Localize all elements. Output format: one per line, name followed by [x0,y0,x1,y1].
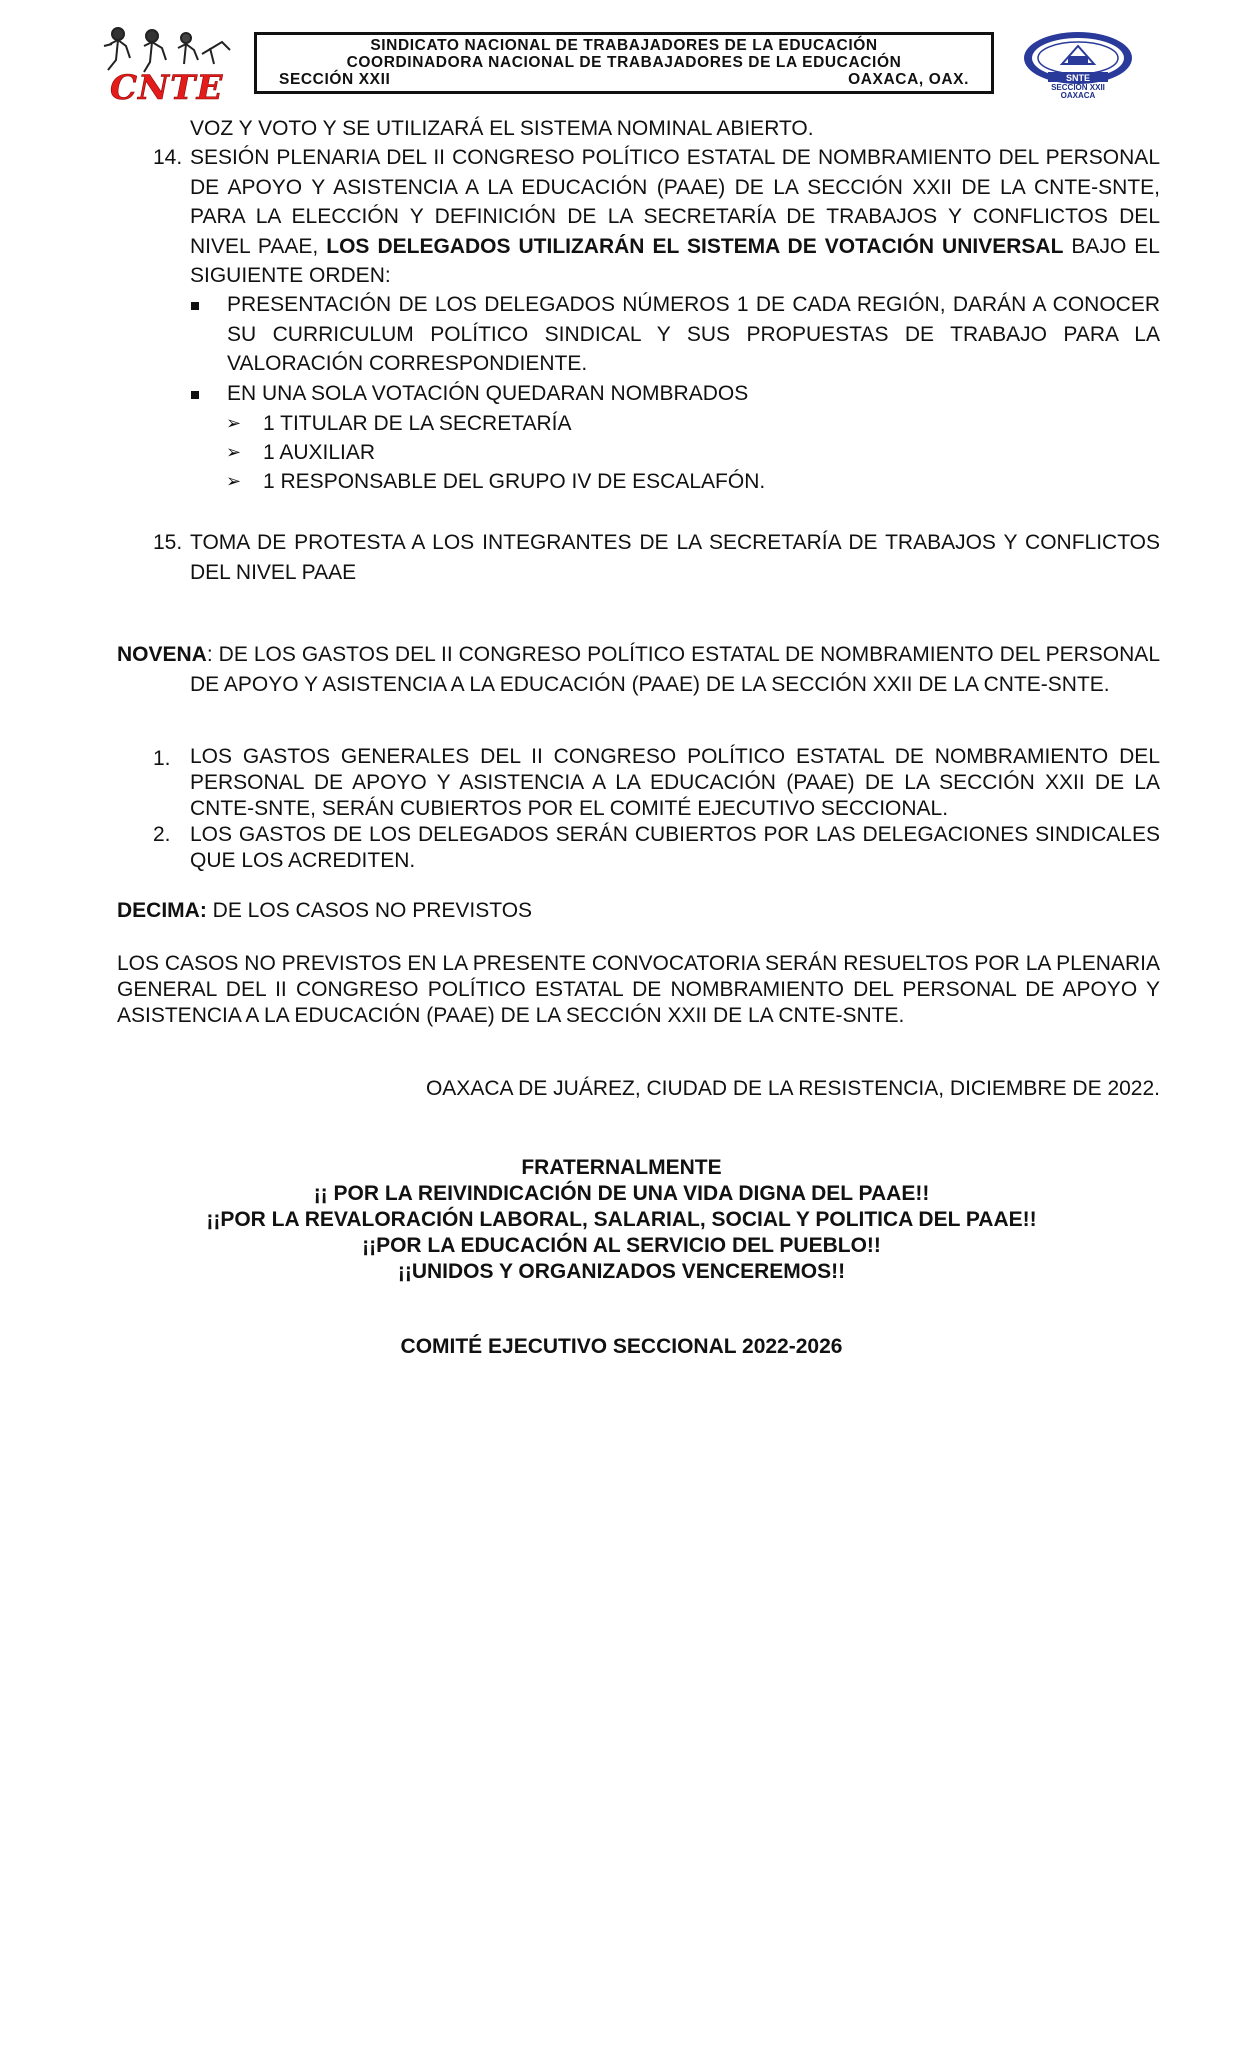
novena-label: NOVENA [117,643,207,666]
square-bullet-icon [191,302,199,310]
header-title-box [254,32,994,94]
snte-city-label: OAXACA [1060,91,1096,100]
item-14-text-bold: LOS DELEGADOS UTILIZARÁN EL SISTEMA DE VOTACIÓN UNIVERSAL [326,234,1064,258]
novena-text: : DE LOS GASTOS DEL II CONGRESO POLÍTICO ESTATAL DE NOMBRAMIENTO DEL PERSONAL DE APOYO Y ASISTENCIA A LA EDUCACIÓN (PAAE) DE LA SECCIÓN XXII DE LA CNTE-SNTE. [190,643,1160,696]
header-section: SECCIÓN XXII [279,71,391,88]
place-date: OAXACA DE JUÁREZ, CIUDAD DE LA RESISTENCIA, DICIEMBRE DE 2022. [425,1077,1160,1100]
snte-seal-icon [1018,30,1138,86]
decima-heading [117,896,1160,926]
novena-item-2-number: 2. [153,823,171,846]
closing-line-1: FRATERNALMENTE [521,1156,722,1179]
snte-acronym: SNTE [1065,73,1091,83]
header-line-2: COORDINADORA NACIONAL DE TRABAJADORES DE LA EDUCACIÓN [346,54,902,71]
item-14-text-after: BAJO EL SIGUIENTE ORDEN: [190,234,1160,287]
header-city: OAXACA, OAX. [848,71,969,88]
arrow-bullet-icon: ➢ [226,413,242,434]
sub-item-1: 1 TITULAR DE LA SECRETARÍA [263,412,572,435]
arrow-bullet-icon: ➢ [226,471,242,492]
closing-line-5: ¡¡UNIDOS Y ORGANIZADOS VENCEREMOS!! [397,1260,846,1283]
bullet-item-2: EN UNA SOLA VOTACIÓN QUEDARAN NOMBRADOS [227,382,749,405]
decima-text: DE LOS CASOS NO PREVISTOS [206,899,533,922]
decima-label: DECIMA: [117,899,207,922]
signature: COMITÉ EJECUTIVO SECCIONAL 2022-2026 [400,1335,843,1358]
bullet-item-1: PRESENTACIÓN DE LOS DELEGADOS NÚMEROS 1 DE CADA REGIÓN, DARÁN A CONOCER SU CURRICULUM POLÍTICO SINDICAL Y SUS PROPUESTAS DE TRABAJO PARA LA VALORACIÓN CORRESPONDIENTE. [227,293,1160,375]
item-14-number: 14. [153,146,183,169]
cnte-logo [90,24,240,108]
novena-item-1-number: 1. [153,747,171,770]
arrow-bullet-icon: ➢ [226,442,242,463]
item-15-number: 15. [153,531,183,554]
snte-section-label: SECCIÓN XXII [1051,83,1105,92]
snte-logo [1018,30,1138,102]
letterhead [90,24,1150,108]
cnte-logo-text: CNTE [110,68,224,108]
closing-line-3: ¡¡POR LA REVALORACIÓN LABORAL, SALARIAL, SOCIAL Y POLITICA DEL PAAE!! [206,1208,1037,1231]
header-line-1: SINDICATO NACIONAL DE TRABAJADORES DE LA EDUCACIÓN [370,37,878,54]
header-line-3 [257,71,991,88]
closing-line-2: ¡¡ POR LA REIVINDICACIÓN DE UNA VIDA DIGNA DEL PAAE!! [313,1182,930,1205]
novena-item-1-text: LOS GASTOS GENERALES DEL II CONGRESO POLÍTICO ESTATAL DE NOMBRAMIENTO DEL PERSONAL DE APOYO Y ASISTENCIA A LA EDUCACIÓN (PAAE) DE LA SECCIÓN XXII DE LA CNTE-SNTE, SERÁN CUBIERTOS POR EL COMITÉ EJECUTIVO SECCIONAL. [190,745,1160,820]
cnte-figures-icon [90,24,240,74]
sub-item-2: 1 AUXILIAR [263,441,376,464]
item-14-text-normal: SESIÓN PLENARIA DEL II CONGRESO POLÍTICO ESTATAL DE NOMBRAMIENTO DEL PERSONAL DE APOYO Y ASISTENCIA A LA EDUCACIÓN (PAAE) DE LA SECCIÓN XXII DE LA CNTE-SNTE, PARA LA ELECCIÓN Y DEFINICIÓN DE LA SECRETARÍA DE TRABAJOS Y CONFLICTOS DEL NIVEL PAAE, [190,146,1160,258]
closing-line-4: ¡¡POR LA EDUCACIÓN AL SERVICIO DEL PUEBLO!! [362,1234,881,1257]
item-14-text [190,143,1160,291]
item-13-tail: VOZ Y VOTO Y SE UTILIZARÁ EL SISTEMA NOMINAL ABIERTO. [190,117,814,140]
novena-clause [117,640,1160,699]
novena-item-2-text: LOS GASTOS DE LOS DELEGADOS SERÁN CUBIERTOS POR LAS DELEGACIONES SINDICALES QUE LOS ACREDITEN. [190,823,1160,872]
square-bullet-icon [191,391,199,399]
decima-paragraph: LOS CASOS NO PREVISTOS EN LA PRESENTE CONVOCATORIA SERÁN RESUELTOS POR LA PLENARIA GENERAL DEL II CONGRESO POLÍTICO ESTATAL DE NOMBRAMIENTO DEL PERSONAL DE APOYO Y ASISTENCIA A LA EDUCACIÓN (PAAE) DE LA SECCIÓN XXII DE LA CNTE-SNTE. [117,952,1160,1027]
item-15-text: TOMA DE PROTESTA A LOS INTEGRANTES DE LA SECRETARÍA DE TRABAJOS Y CONFLICTOS DEL NIVEL PAAE [190,531,1160,584]
sub-item-3: 1 RESPONSABLE DEL GRUPO IV DE ESCALAFÓN. [263,470,766,493]
